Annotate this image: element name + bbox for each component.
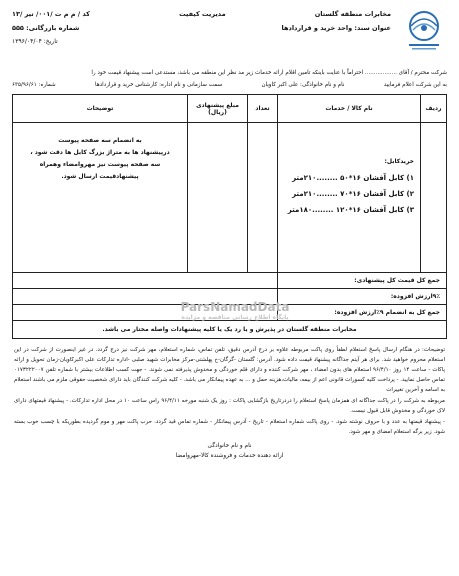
qty-cell — [248, 123, 278, 273]
org-name: مخابرات منطقه گلستان — [314, 10, 391, 18]
company-line — [12, 70, 447, 76]
watermark — [150, 300, 320, 321]
watermark-tagline: پایگاه اطلاع رسانی مناقصه و مزایده — [181, 314, 289, 321]
col-row-header: ردیف — [421, 95, 447, 123]
total-vat-label: جمع کل به انضمام ۹٪ارزش افزوده: — [278, 305, 447, 321]
header-info — [12, 6, 401, 45]
table-row — [13, 123, 447, 273]
desc-line: به انضمام سه صفحه پیوست — [58, 137, 142, 144]
sum-value — [13, 273, 278, 289]
col-name-header: نام کالا / خدمات — [278, 95, 421, 123]
note-paragraph: توضیحات: در هنگام ارسال پاسخ استعلام لطفاً روی پاکت مربوطه علاوه بر درج آدرس دقیق، تلفن تماس، شماره استعلام، مهر شرکت نیز درج گردد. در غیر اینصورت از شرکت در این استعلام محروم خواهید شد. برای هر آیتم جداگانه پیشنهاد قیمت داده شود. آدرس: گلستان -گرگان-خ پهلشتی-مرکز مخابرات شهید صلبی -اداره تدارکات علی اکبرکاویان-زمان تحویل و ارائه پاکات - ساعت ۱۴ روز ۹۶/۴/۱۰ استعلام های بدون امضاء ، مهر شرکت کننده و دارای قلم خوردگی و مخدوش پذیرفته نمی شوند. - جهت کسب اطلاعات بیشتر با شماره تلفن ۰۱۷۳۲۲۲۰۰۷ تماس حاصل نمایید. - پرداخت کلیه کسورات قانونی اعم از بیمه، مالیات،هزینه حمل و ... به عهده پیمانکار می باشد. - کلیه شرکت کنندگان باید دارای شخصیت حقوقی ملزم می باشند استعلام به اسامه و آخرین تغییرات — [14, 347, 445, 393]
desc-line: پیشنهادقیمت ارسال شود. — [61, 173, 139, 180]
signature-unit-line: ارائه دهنده خدمات و فروشنده کالا-مهروامضا — [175, 453, 284, 459]
signer-name: نام و نام خانوادگی: علی اکبر کاویان — [261, 82, 345, 88]
document-header — [12, 6, 447, 64]
signature-name-label: نام و نام خانوادگی — [207, 443, 252, 449]
dept-name: مدیریت کیفیت — [179, 10, 226, 18]
col-price-header: مبلغ پیشنهادی (ریال) — [188, 95, 248, 123]
list-item: ۳) کابل آفشان ۱۶*۱۲۰ ........۱۸۰متر — [287, 206, 414, 214]
desc-line: درپیشنهاد ها به متراژ بزرگ کابل ها دقت شود ، — [30, 149, 170, 156]
note-paragraph: - پیشنهاد قیمتها به عدد و با حروف نوشته شود. - روی پاکت شماره استعلام - تاریخ - آدرس پیمانکار - شماره تماس قید گردد. حرب پاکت مهر و موم گردیده بطوریکه با چسب خوب بسته شود. زیر برگه استعلام امضای و مهر شود. — [14, 419, 445, 435]
item-name-cell — [278, 123, 421, 273]
notes-section — [12, 345, 447, 437]
company-logo-icon — [401, 8, 447, 54]
signature-block — [12, 441, 447, 461]
list-item: ۱) کابل آفشان ۱۶*۵۰ ........۲۱۰متر — [292, 174, 414, 182]
items-title: خریدکابل: — [384, 158, 414, 165]
signer-post: سمت سازمانی و نام اداره: کارشناس خرید و قراردادها — [95, 82, 223, 88]
list-item: ۲) کابل آفشان ۱۶*۷۰ ........۲۱۰متر — [292, 190, 414, 198]
requester-line: به این شرکت اعلام فرمایید — [383, 82, 447, 88]
inquiry-title: عنوان سند: واحد خرید و قراردادها — [281, 24, 391, 32]
price-cell — [188, 123, 248, 273]
doc-number: شماره: ۶۳۵/۹۶/۶۱ — [12, 82, 56, 88]
desc-line: سه صفحه پیوست نیز مهروامضاء وهمراه — [39, 161, 161, 168]
form-code: کد / م م ت /۰۰۱/ تیر /۱۳ — [12, 10, 90, 18]
sum-label: جمع کل قیمت کل پیشنهادی: — [278, 273, 447, 289]
row-number-cell — [421, 123, 447, 273]
inquiry-date: تاریخ: ۱۳۹۶/۰۴/۰۴ — [12, 38, 58, 45]
notice-text: مخابرات منطقه گلستان در پذیرش و یا رد یک یا کلیه پیشنهادات واصله مختار می باشد. — [13, 321, 447, 339]
signer-line — [12, 82, 447, 88]
col-desc-header: توضیحات — [13, 95, 188, 123]
company-line-text: شرکت محترم / آقای .................. احتراماً با عنایت باینکه تامین اقلام ارائه خدمات زیر مد نظر این منطقه می باشد، مستدعی است پیشنهاد قیمت خود را — [91, 70, 447, 76]
table-header-row — [13, 95, 447, 123]
col-qty-header: تعداد — [248, 95, 278, 123]
notice-row — [13, 321, 447, 339]
watermark-brand: ParsNamadData — [180, 300, 290, 314]
sum-row — [13, 273, 447, 289]
note-paragraph: مربوطه به شرکت را در پاکت جداگانه ای همزمان پاسخ استعلام را دردرتاریخ بازگشایی پاکات : روز یک شنبه مورخه ۹۶/۴/۱۱ راس ساعت ۱۰ در محل اداره تدارکات. - پیشنهاد قیمتهای دارای لاک خوردگی و مخدوش قابل قبول نیست. — [14, 398, 446, 414]
bazargani-no: شماره بازرگانی: ۵۵۵ — [12, 24, 80, 32]
desc-cell — [13, 123, 188, 273]
vat-label: ۹٪ارزش افزوده: — [278, 289, 447, 305]
